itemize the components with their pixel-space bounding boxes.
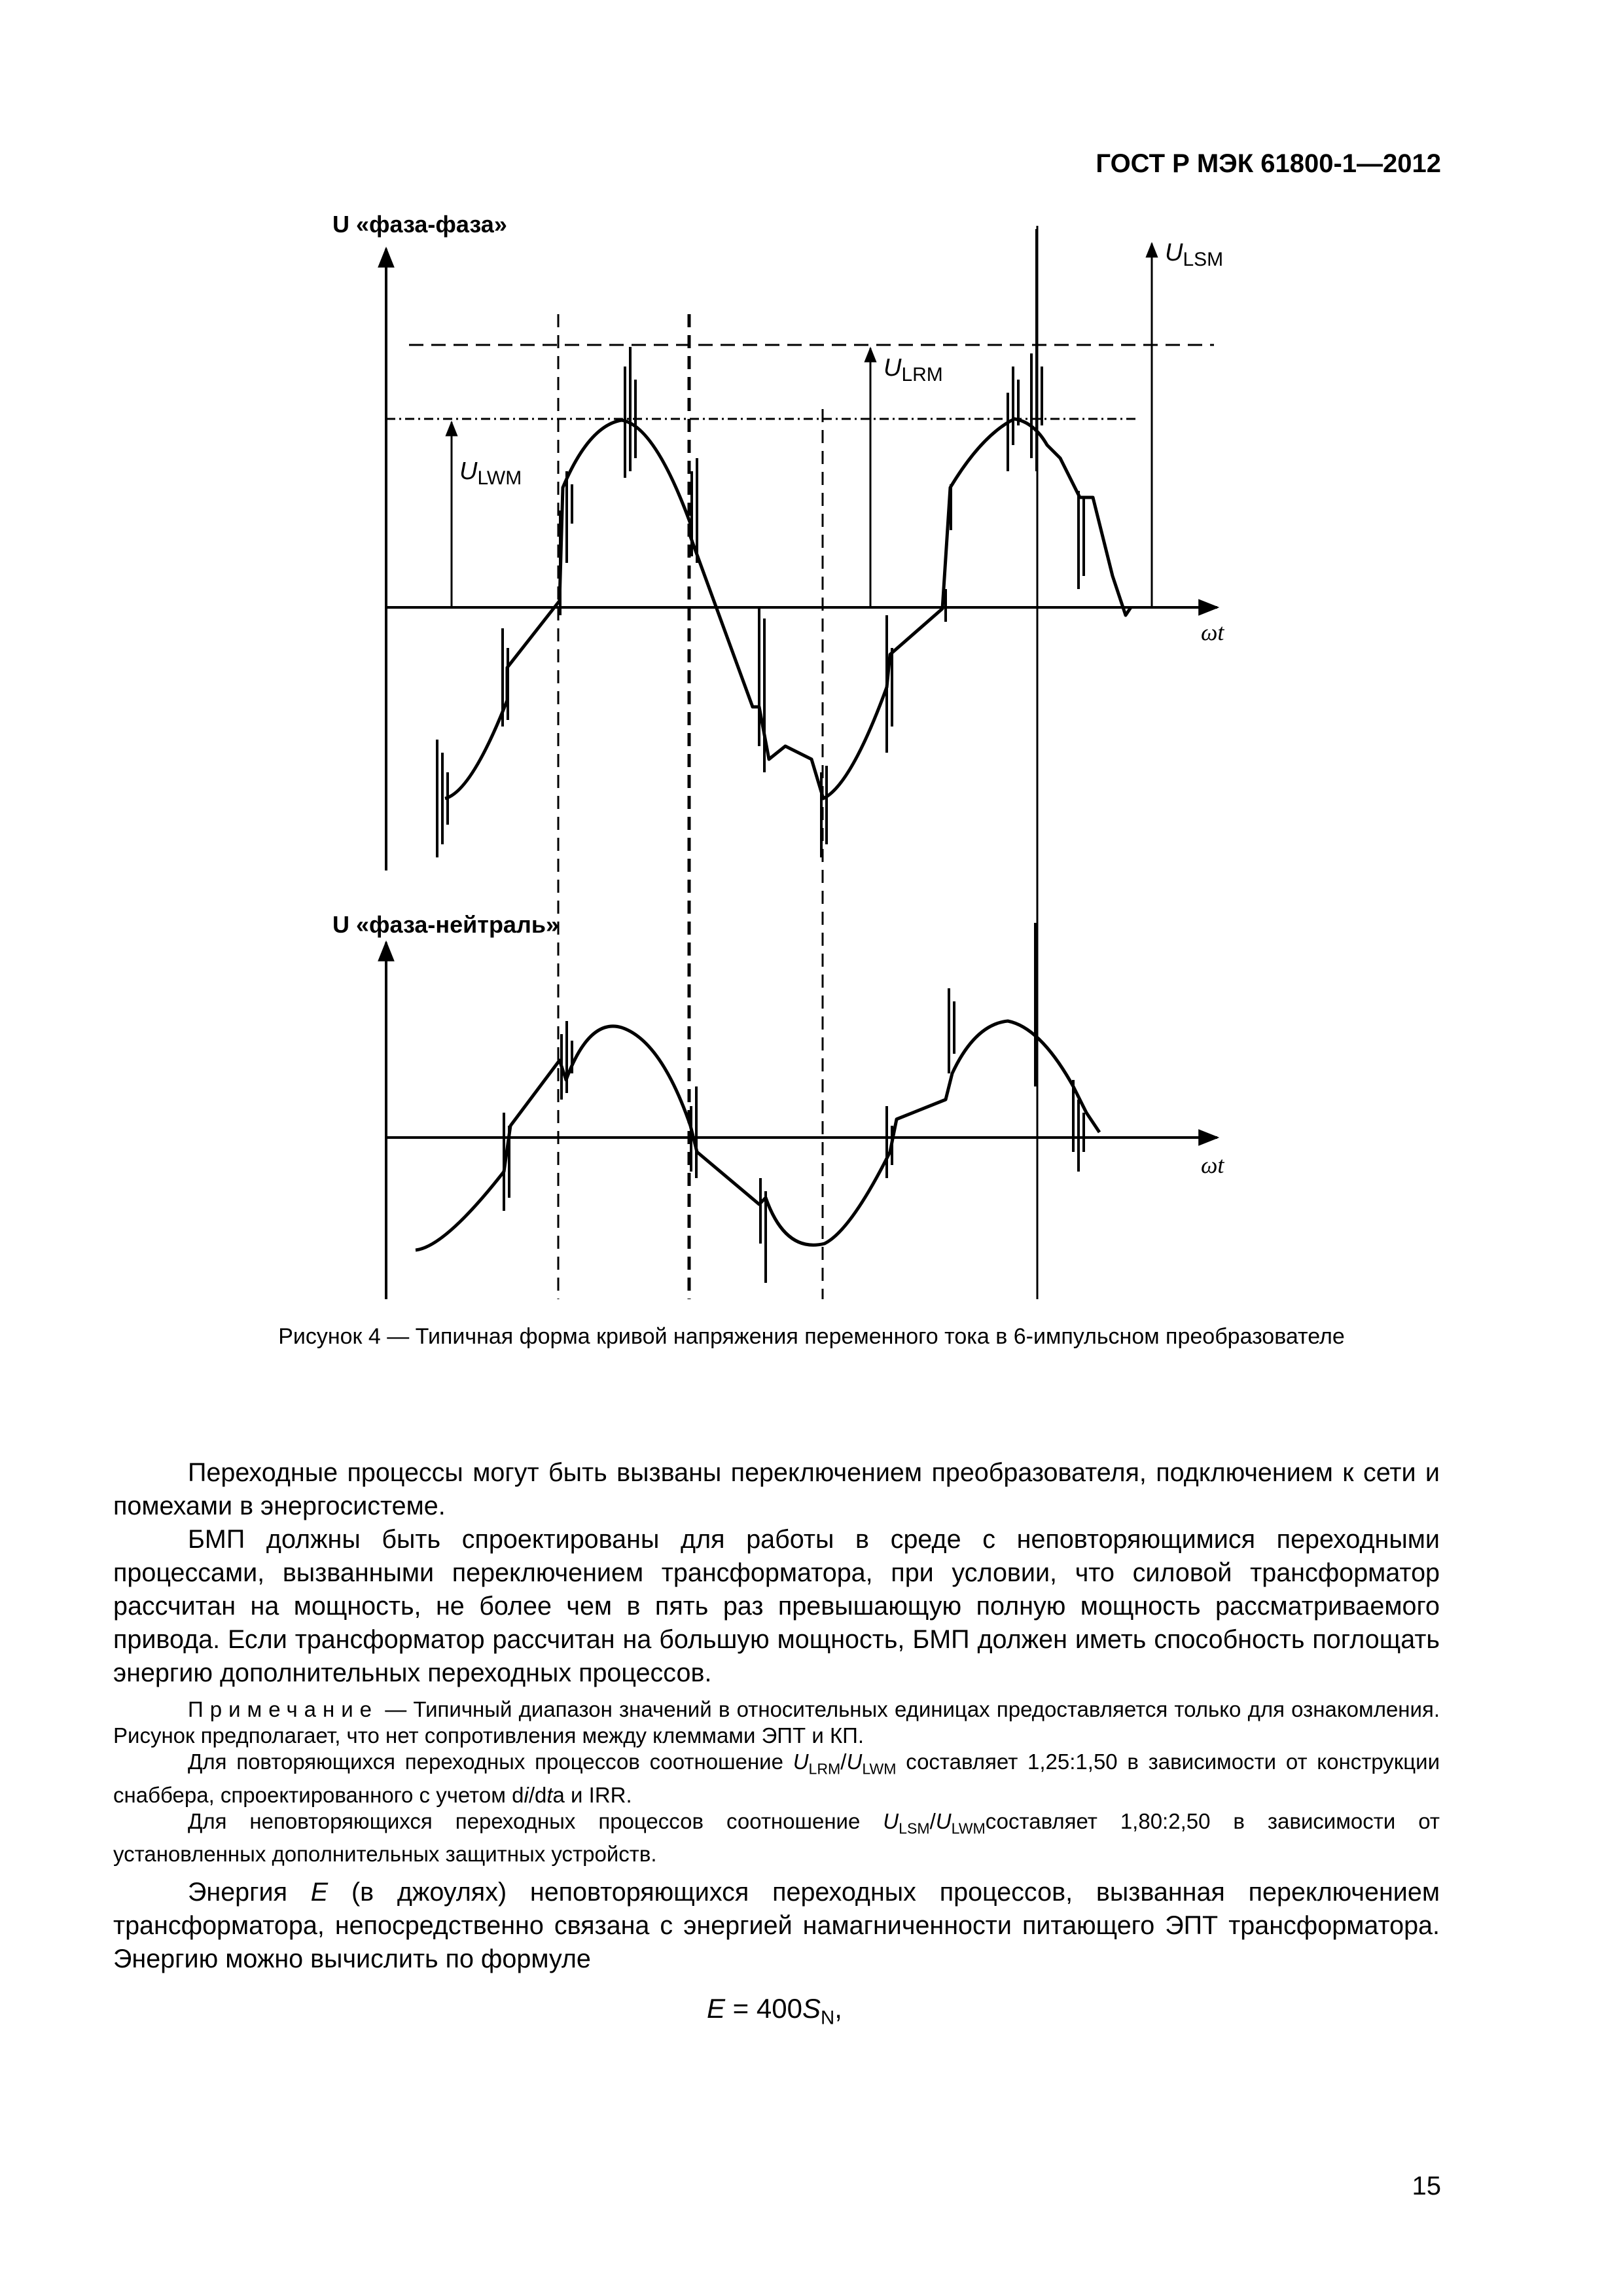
document-header: ГОСТ Р МЭК 61800-1—2012 [1096,149,1441,178]
ulrm-label: $U_{LRM}$ [883,354,943,386]
line-to-neutral-waveform [416,1021,1099,1250]
energy-paragraph: Энергия E (в джоулях) неповторяющихся переходных процессов, вызванная переключением трансформатора, непосредственно связана с энергией намагниченности питающего ЭПТ трансформатора. Энергию можно вычислить по формуле [113,1878,1440,1973]
paragraph-2: БМП должны быть спроектированы для работы в среде с неповторяющимися переходными процессами, вызванными переключением трансформатора, при условии, что силовой трансформатор рассчитан на мощность, не более чем в пять раз превышающую полную мощность рассматриваемого привода. Если трансформатор рассчитан на большую мощность, БМП должен иметь способность поглощать энергию дополнительных переходных процессов. [113,1525,1440,1687]
note-line-3: Для неповторяющихся переходных процессов соотношение $U_{LSM}/U_{LWM}составляет$ 1,80:2,50 в зависимости от установленных дополнительных защитных устройств. [113,1808,1440,1867]
top-axis-label: U «фаза-фаза» [332,211,507,238]
bottom-x-label: ωt [1201,1152,1224,1178]
bottom-axis-label: U «фаза-нейтраль» [332,911,559,938]
note-line-2: Для повторяющихся переходных процессов соотношение $U_{LRM}/U_{LWM}$ составляет 1,25:1,50 в зависимости от конструкции снаббера, спроектированного с учетом di/dta и IRR. [113,1749,1440,1807]
top-x-label: ωt [1201,619,1224,645]
energy-formula: $E = 400S_N$, [707,1993,842,2029]
paragraph-1: Переходные процессы могут быть вызваны переключением преобразователя, подключением к сети и помехами в энергосистеме. [113,1458,1440,1520]
page-number: 15 [1412,2172,1441,2200]
figure-caption: Рисунок 4 — Типичная форма кривой напряжения переменного тока в 6-импульсном преобразователе [278,1324,1345,1349]
body-paragraphs [113,1456,1440,1690]
note-line-1: Примечание — Типичный диапазон значений в относительных единицах предоставляется только для ознакомления. Рисунок предполагает, что нет сопротивления между клеммами ЭПТ и КП. [113,1697,1440,1748]
top-transient-spikes [437,229,1084,857]
bottom-transient-spikes [504,923,1084,1283]
note-block [113,1696,1440,1867]
ulwm-label: $U_{LWM}$ [459,457,522,489]
ulsm-label: $U_{LSM}$ [1165,239,1224,270]
note-label: Примечание [188,1697,379,1721]
